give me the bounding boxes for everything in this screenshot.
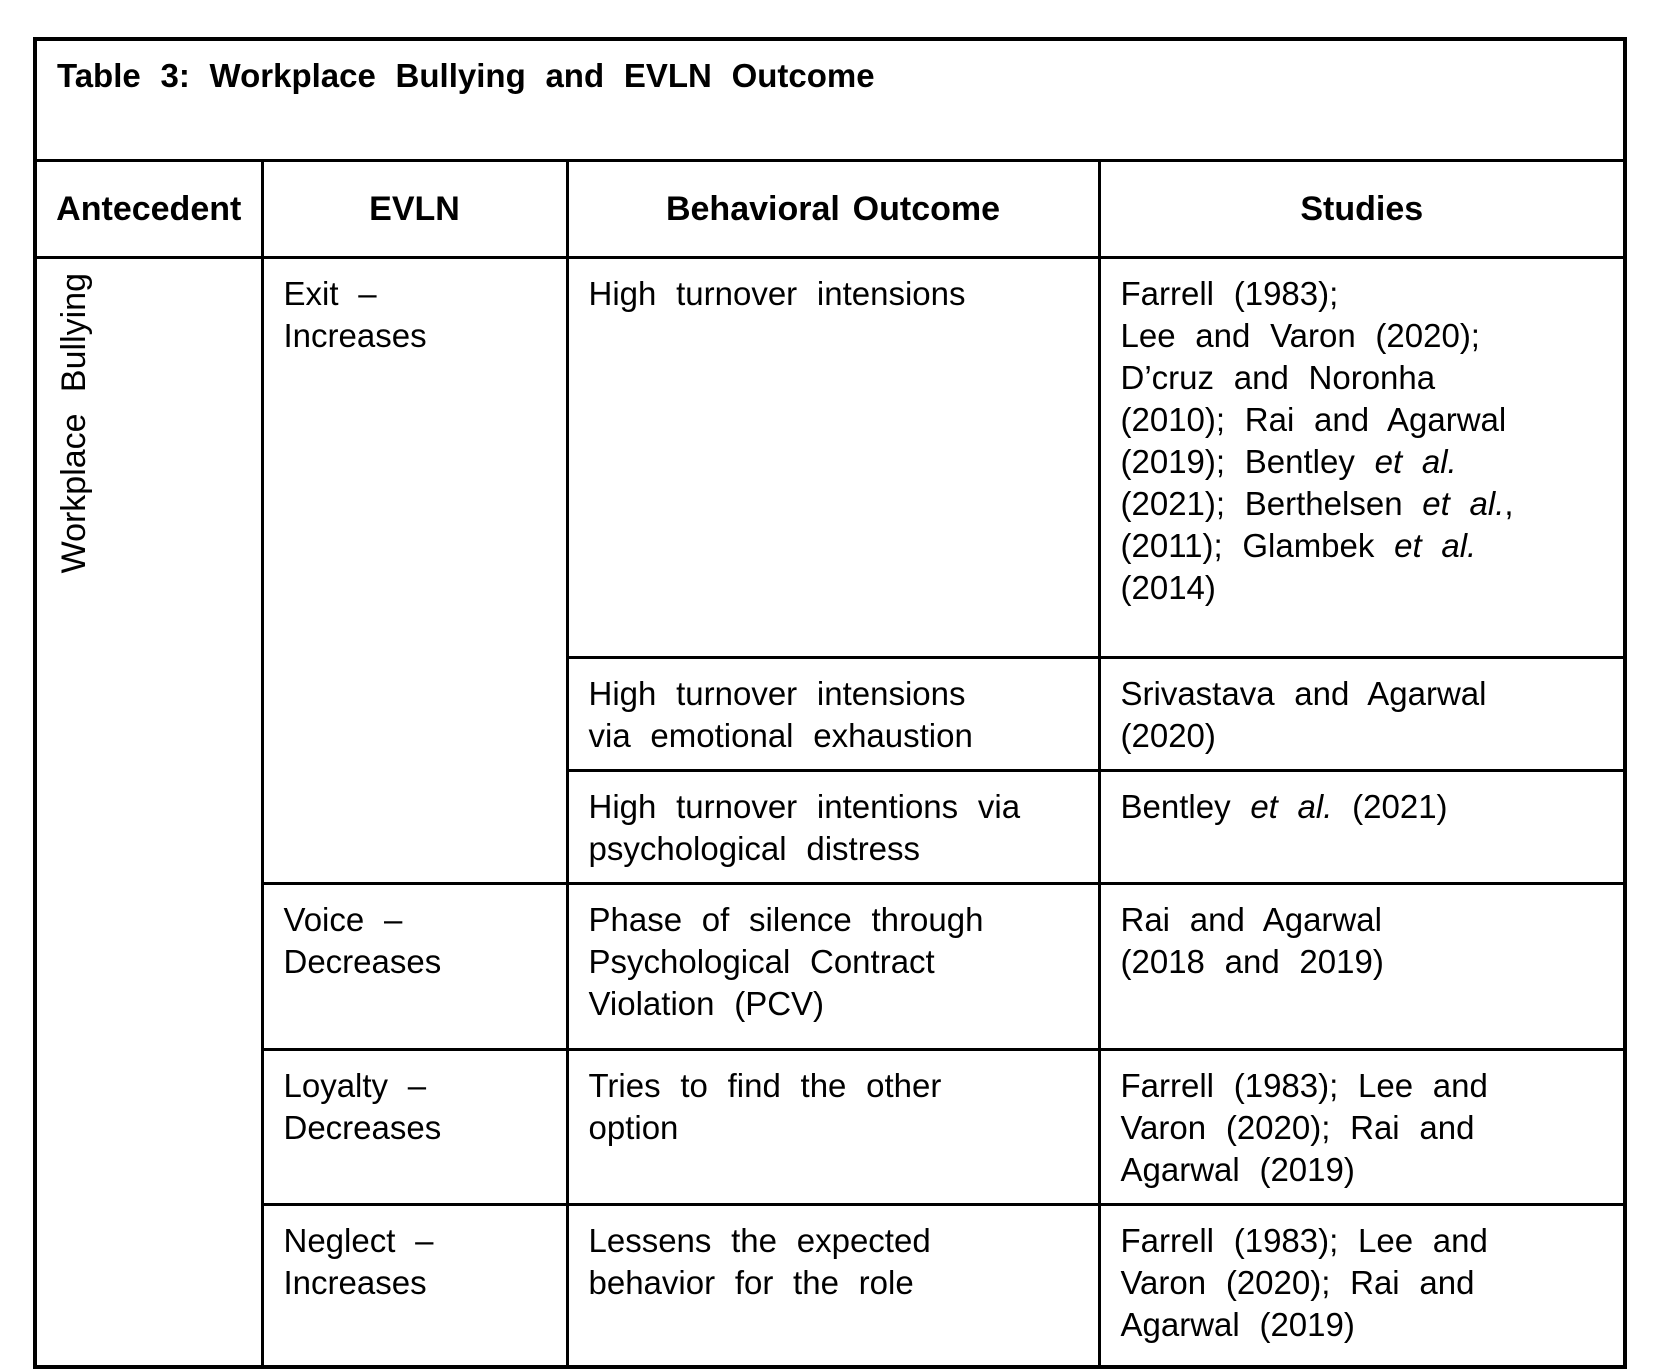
column-header-evln: EVLN [262,161,567,258]
table-row [35,884,1625,1050]
studies-cell-4: Rai and Agarwal (2018 and 2019) [1099,884,1625,1050]
table-row [35,1205,1625,1367]
table-row [35,1050,1625,1205]
column-header-behavioral-outcome: Behavioral Outcome [567,161,1099,258]
studies-cell-5: Farrell (1983); Lee and Varon (2020); Rai and Agarwal (2019) [1099,1050,1625,1205]
evln-cell-neglect: Neglect – Increases [262,1205,567,1367]
outcome-cell-4: Phase of silence through Psychological Contract Violation (PCV) [567,884,1099,1050]
evln-outcome-table [33,37,1627,1369]
outcome-cell-5: Tries to find the other option [567,1050,1099,1205]
outcome-cell-6: Lessens the expected behavior for the role [567,1205,1099,1367]
evln-cell-voice: Voice – Decreases [262,884,567,1050]
studies-cell-6: Farrell (1983); Lee and Varon (2020); Rai and Agarwal (2019) [1099,1205,1625,1367]
table-row [35,258,1625,658]
evln-cell-exit: Exit – Increases [262,258,567,884]
studies-cell-2: Srivastava and Agarwal (2020) [1099,658,1625,771]
studies-cell-3: Bentley et al. (2021) [1099,771,1625,884]
table-title: Table 3: Workplace Bullying and EVLN Outcome [35,39,1625,161]
outcome-cell-2: High turnover intensions via emotional exhaustion [567,658,1099,771]
outcome-cell-1: High turnover intensions [567,258,1099,658]
evln-cell-loyalty: Loyalty – Decreases [262,1050,567,1205]
column-header-studies: Studies [1099,161,1625,258]
antecedent-cell [35,258,262,1367]
title-row [35,39,1625,161]
header-row [35,161,1625,258]
column-header-antecedent: Antecedent [35,161,262,258]
antecedent-label-workplace-bullying: Workplace Bullying [55,273,93,574]
outcome-cell-3: High turnover intentions via psychological distress [567,771,1099,884]
studies-cell-1: Farrell (1983); Lee and Varon (2020); D’cruz and Noronha (2010); Rai and Agarwal (2019); Bentley et al. (2021); Berthelsen et al., (2011); Glambek et al. (2014) [1099,258,1625,658]
